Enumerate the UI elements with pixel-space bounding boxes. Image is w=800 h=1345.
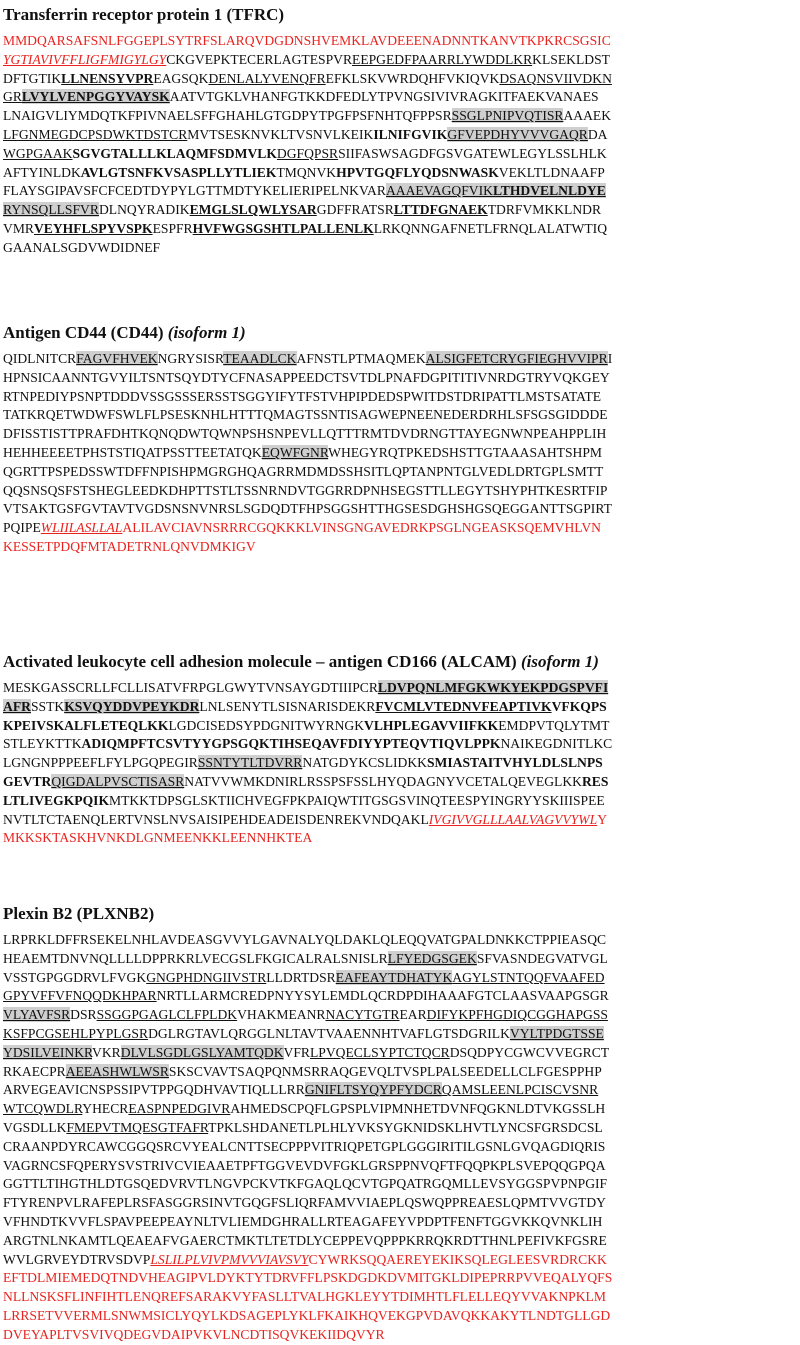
sequence-segment: LRPRKLDFFRSEKELNHLAVDEASGVVYLGAVNALYQLDAKLQLEQQVATGPALDNKKCTPPIEASQC <box>3 932 607 947</box>
sequence-segment: QGRTTPSPEDSSWTDFFNPISHPMGRGHQAGRRMDMDSSHSITLQPTANPNTGLVEDLDRTGPLSMTT <box>3 463 604 479</box>
sequence-segment: ESPFR <box>152 220 193 236</box>
protein-name: Antigen CD44 (CD44) <box>3 323 164 342</box>
sequence-segment: AAAEK <box>563 108 612 124</box>
sequence-segment: SIIFASWSAGDFGSVGATEWLEGYLSSLHLK <box>338 145 607 161</box>
transmembrane-segment: IVGIVVGLLLAALVAGVVYWL <box>428 811 598 827</box>
peptide-underlined: WTCQWDLR <box>3 1101 83 1117</box>
peptide-bold: RES <box>581 773 609 789</box>
peptide-underlined: FMEPVTMQESGTFAFR <box>66 1119 209 1135</box>
sequence-segment: MTKKTDPSGLSKTIICHVEGFPKPAIQWTITGSGSVINQTEESPYINGRYYSKIIISPEE <box>109 792 605 808</box>
sequence-segment: DFTGTIK <box>3 70 62 86</box>
sequence-segment: ARVEGEAVICNSPSSIPVTPPGQDHVAVTIQLLLRR <box>3 1082 305 1098</box>
peptide-bold: LLNENSYVPR <box>61 70 154 86</box>
sequence-segment: DGLRGTAVLQRGGLNLTAVTVAAENNHTVAFLGTSDGRILK <box>148 1025 510 1041</box>
peptide-bold: EMGLSLQWLYSAR <box>189 202 317 218</box>
sequence-line <box>3 482 799 501</box>
intracellular-segment: CYWRKSQQAEREYEKIKSQLEGLEESVRDRCKK <box>308 1251 607 1267</box>
peptide-highlighted: LDVPQNLMFGKWKYEKPDGSPVFI <box>377 680 609 695</box>
sequence-line <box>3 735 799 754</box>
sequence-segment: VEKLTLDNAAFP <box>498 164 605 180</box>
sequence-line <box>3 1194 799 1213</box>
peptide-underlined: AGYLSTNTQQFVAAFED <box>452 969 605 985</box>
sequence-line <box>3 811 799 830</box>
sequence-line <box>3 1138 799 1157</box>
peptide-bold: LTLIVEGKPQIK <box>3 792 110 808</box>
sequence-segment: STLEYKTTK <box>3 736 82 752</box>
sequence-line <box>3 717 799 736</box>
peptide-underlined: WGPGAAK <box>3 145 73 161</box>
intracellular-segment: Y <box>597 811 608 827</box>
sequence-segment: CT <box>591 1044 610 1060</box>
peptide-highlighted: EAFEAYTDHATYK <box>335 969 453 985</box>
sequence-segment: NATGDYKCSLIDKK <box>302 755 427 771</box>
peptide-highlighted: EQWFGNR <box>261 444 329 460</box>
peptide-highlighted: TEAADLCK <box>223 351 297 366</box>
peptide-bold: VLHPLEGAVVIIFKK <box>364 717 499 733</box>
intracellular-segment: KESSETPDQFMTADETRNLQNVDMKIGV <box>3 538 256 554</box>
peptide-highlighted: YDSILVEINKR <box>3 1044 93 1060</box>
sequence-line <box>3 350 799 369</box>
protein-title <box>3 4 799 26</box>
sequence-segment: HEHHEEEETPHSTSTIQATPSSTTEETATQK <box>3 444 262 460</box>
sequence-segment: VFR <box>283 1044 310 1060</box>
sequence-line <box>3 1307 799 1326</box>
sequence-segment: VFHNDTKVVFLSPAVPEEPEAYNLTVLIEMDGHRALLRTEAGAFEYVPDPTFENFTGGVKKQVNKLIH <box>3 1213 603 1229</box>
sequence-line <box>3 1213 799 1232</box>
sequence-line <box>3 1063 799 1082</box>
protein-name: Plexin B2 (PLXNB2) <box>3 904 155 923</box>
sequence-line <box>3 32 799 51</box>
sequence-line <box>3 538 799 557</box>
sequence-line <box>3 1100 799 1119</box>
isoform-label: (isoform 1) <box>520 652 599 671</box>
sequence-line <box>3 1232 799 1251</box>
sequence-segment: I <box>607 351 613 366</box>
sequence-segment: CKGVEPKTECERLAGTESPVR <box>166 51 353 67</box>
sequence-line <box>3 950 799 969</box>
sequence-line <box>3 829 799 848</box>
sequence-line <box>3 519 799 538</box>
sequence-line <box>3 1081 799 1100</box>
sequence-segment: VSSTGPGGDRVLFVGK <box>3 969 147 985</box>
isoform-label: (isoform 1) <box>167 323 246 342</box>
sequence-block <box>3 350 799 557</box>
peptide-underlined: DSAQNSVIIVDKN <box>499 70 612 86</box>
sequence-segment: ARGTNLNKAMTLQEAEAFVGAERCTMKTLTETDLYCEPPEVQPPPKRRQKRDTTHNLPEFIVKFGSRE <box>3 1232 607 1248</box>
sequence-segment: DLNQYRADIK <box>98 202 190 218</box>
peptide-bold: KPEIVSKALFLETEQLKK <box>3 717 169 733</box>
sequence-line <box>3 698 799 717</box>
peptide-underlined: SSGGPGAGLCLFPLDK <box>96 1007 238 1023</box>
sequence-line <box>3 1119 799 1138</box>
intracellular-segment: LRRSETVVERMLSNWMSICLYQYLKDSAGEPLYKLFKAIKHQVEKGPVDAVQKKAKYTLNDTGLLGD <box>3 1307 611 1323</box>
sequence-segment: NGRYSISR <box>157 351 224 366</box>
sequence-line <box>3 88 799 107</box>
sequence-segment: MVTSESKNVKLTVSNVLKEIK <box>187 126 374 142</box>
protein-section <box>0 647 799 848</box>
peptide-highlighted: GNIFLTSYQYPFYDCR <box>304 1082 442 1098</box>
sequence-segment: NVTLTCTAENQLERTVNSLNVSAISIPEHDEADEISDENREKVNDQAKL <box>3 811 429 827</box>
peptide-underlined: GR <box>3 89 22 105</box>
peptide-bold: VFKQPS <box>551 698 607 714</box>
sequence-line <box>3 754 799 773</box>
peptide-highlighted: LFYEDGSGEK <box>387 950 477 966</box>
sequence-line <box>3 51 799 70</box>
peptide-underlined: GPYVFFVFNQQDKHPAR <box>3 988 157 1004</box>
peptide-highlighted: ALSIGFETCRYGFIEGHVVIPR <box>425 351 608 366</box>
intracellular-segment: MMDQARSAFSNLFGGEPLSYTRFSLARQVDGDNSHVEMKLAVDEEENADNNTKANVTKPKRCSGSIC <box>3 33 611 48</box>
peptide-highlighted: AEEASHWLWSR <box>65 1063 169 1079</box>
sequence-line <box>3 500 799 519</box>
intracellular-segment: DVEYAPLTVSVIVQDEGVDAIPVKVLNCDTISQVKEKIIDQVYR <box>3 1326 385 1342</box>
sequence-line <box>3 107 799 126</box>
sequence-segment: EAGSQK <box>153 70 209 86</box>
sequence-segment: GDFFRATSR <box>316 202 394 218</box>
protein-name: Activated leukocyte cell adhesion molecule – antigen CD166 (ALCAM) <box>3 652 517 671</box>
sequence-segment: YHECR <box>82 1101 129 1117</box>
sequence-segment: WHEGYRQTPKEDSHSTTGTAAASAHTSHPM <box>328 444 602 460</box>
sequence-segment: VTSAKTGSFGVTAVTVGDSNSNVNRSLSGDQDTFHPSGGSHTTHGSESDGHSHGSQEGGANTTSGPIRT <box>3 501 612 517</box>
sequence-segment: LLDRTDSR <box>266 969 336 985</box>
transmembrane-segment: WLIILASLLAL <box>40 520 123 536</box>
sequence-segment: EFKLSKVWRDQHFVKIQVK <box>325 70 500 86</box>
peptide-underlined: LPVQECLSYPTCTQCR <box>309 1044 450 1060</box>
intracellular-segment: ALILAVCIAVNSRRRCGQKKKLVINSGNGAVEDRKPSGLNGEASKSQEMVHLVN <box>122 520 601 536</box>
peptide-bold: VEYHFLSPYVSPK <box>33 220 153 236</box>
sequence-segment: AATVTGKLVHANFGTKKDFEDLYTPVNGSIVIVRAGKITFAEKVANAES <box>169 89 599 105</box>
sequence-segment: NATVVWMKDNIRLRSSPSFSSLHYQDAGNYVCETALQEVEGLKK <box>184 773 582 789</box>
sequence-segment: VMR <box>3 220 34 236</box>
peptide-underlined: GNGPHDNGIIVSTR <box>146 969 267 985</box>
sequence-segment: LRKQNNGAFNETLFRNQLALATWTIQ <box>373 220 608 236</box>
peptide-highlighted: AFR <box>3 698 31 714</box>
peptide-bold: LTTDFGNAEK <box>393 202 488 218</box>
sequence-line <box>3 425 799 444</box>
peptide-bold: AVLGTSNFKVSASPLLYTLIEK <box>80 164 277 180</box>
peptide-underlined: KSFPCGSEHLPYPLGSR <box>3 1025 149 1041</box>
sequence-segment: DA <box>587 126 608 142</box>
sequence-line <box>3 1251 799 1270</box>
peptide-bold: GEVTR <box>3 773 52 789</box>
sequence-block <box>3 931 799 1345</box>
peptide-highlighted: SSGLPNIPVQTISR <box>451 108 564 124</box>
sequence-line <box>3 239 799 258</box>
peptide-highlighted: RYNSQLLSFVR <box>3 202 99 218</box>
peptide-highlighted: VLYAVFSR <box>3 1007 71 1023</box>
peptide-highlighted: AAAEVAGQFVIK <box>385 183 493 199</box>
sequence-line <box>3 145 799 164</box>
sequence-segment: WVLGRVEYDTRVSDVP <box>3 1251 151 1267</box>
sequence-line <box>3 444 799 463</box>
sequence-segment: SFVASNDEGVATVGL <box>476 950 608 966</box>
sequence-segment: TPKLSHDANETLPLHLYVKSYGKNIDSKLHVTLYNCSFGRSDCSL <box>208 1119 603 1135</box>
peptide-highlighted: KSVQYDDVPEYKDR <box>64 698 200 714</box>
peptide-highlighted: DLVLSGDLGSLYAMTQDK <box>120 1044 284 1060</box>
sequence-segment: CRAANPDYRCAWCGGQSRCVYEALCNTTSECPPPVITRIQPETGPLGGGIRITILGSNLGVQAGDIQRIS <box>3 1138 606 1154</box>
sequence-line <box>3 792 799 811</box>
sequence-block <box>3 32 799 258</box>
sequence-segment: SKSCVAVTSAQPQNMSRRAQGEVQLTVSPLPALSEEDELLCLFGESPPHP <box>168 1063 602 1079</box>
sequence-segment: TATKRQETWDWFSWLFLPSESKNHLHTTTQMAGTSSNTISAGWEPNEENEDERDRHLSFSGSGIDDDE <box>3 407 608 423</box>
sequence-segment: NRTLLARMCREDPNYYSYLEMDLQCRDPDIHAAAFGTCLAASVAAPGSGR <box>156 988 609 1004</box>
sequence-segment: RTNPEDIYPSNPTDDDVSSGSSSERSSTSGGYIFYTFSTVHPIPDEDSPWITDSTDRIPATTLMSTSATATE <box>3 388 602 404</box>
sequence-segment: DFISSTISTTPRAFDHTKQNQDWTQWNPSHSNPEVLLQTTTRMTDVDRNGTTAYEGNWNPEAHPPLIH <box>3 426 607 442</box>
sequence-line <box>3 1006 799 1025</box>
sequence-line <box>3 931 799 950</box>
peptide-highlighted: VYLTPDGTSSE <box>509 1025 604 1041</box>
sequence-line <box>3 1157 799 1176</box>
peptide-bold: FVCMLVTEDNVFEAPTIVK <box>375 698 552 714</box>
sequence-line <box>3 164 799 183</box>
sequence-segment: FLAYSGIPAVSFCFCEDTDYPYLGTTMDTYKELIERIPELNKVAR <box>3 183 386 199</box>
peptide-underlined: DENLALYVENQFR <box>208 70 326 86</box>
peptide-highlighted: LTHDVELNLDYE <box>492 183 606 199</box>
peptide-underlined: DIFYKPFHGDIQCGGHAPGSS <box>426 1007 608 1023</box>
sequence-block <box>3 679 799 848</box>
sequence-segment: LGNGNPPPEEFLFYLPGQPEGIR <box>3 755 198 771</box>
peptide-underlined: EEPGEDFPAARRLYWDDLKR <box>352 51 533 67</box>
sequence-segment: LNAIGVLIYMDQTKFPIVNAELSFFGHAHLGTGDPYTPGFPSFNHTQFPPSR <box>3 108 452 124</box>
sequence-segment: TDRFVMKKLNDR <box>487 202 602 218</box>
protein-title <box>3 651 799 673</box>
sequence-line <box>3 463 799 482</box>
intracellular-segment: MKKSKTASKHVNKDLGNMEENKKLEENNHKTEA <box>3 830 313 846</box>
peptide-bold: SMIASTAITVHYLDLSLNPS <box>426 755 603 771</box>
sequence-line <box>3 1326 799 1345</box>
sequence-segment: AFTYINLDK <box>3 164 81 180</box>
sequence-line <box>3 773 799 792</box>
sequence-segment: FTYRENPVLRAFEPLRSFASGGRSINVTGQGFSLIQRFAMVVIAEPLQSWQPPREAESLQPMTVVGTDY <box>3 1195 606 1211</box>
sequence-segment: NAIKEGDNITLKC <box>500 736 613 752</box>
intracellular-segment: NLLNSKSFLINFIHTLENQREFSARAKVYFASLLTVALHGKLEYYTDIMHTLFLELLEQYVVAKNPKLM <box>3 1289 606 1305</box>
sequence-segment: TMQNVK <box>276 164 337 180</box>
sequence-line <box>3 1025 799 1044</box>
protein-title <box>3 322 799 344</box>
sequence-segment: LGDCISEDSYPDGNITWYRNGK <box>168 717 365 733</box>
sequence-segment: VHAKMEANR <box>237 1007 326 1023</box>
sequence-line <box>3 969 799 988</box>
sequence-line <box>3 70 799 89</box>
sequence-line <box>3 987 799 1006</box>
sequence-segment: HPNSICAANNTGVYILTSNTSQYDTYCFNASAPPEEDCTSVTDLPNAFDGPITITIVNRDGTRYVQKGEY <box>3 369 610 385</box>
sequence-segment: VAGRNCSFQPERYSVSTRIVCVIEAAETPFTGGVEVDVFGKLGRSPPNVQFTFQQPKPLSVEPQQGPQA <box>3 1157 606 1173</box>
sequence-line <box>3 369 799 388</box>
sequence-line <box>3 182 799 201</box>
sequence-segment: RKAECPR <box>3 1063 66 1079</box>
sequence-segment: GGTTLTIHGTHLDTGSQEDVRVTLNGVPCKVTKFGAQLQCVTGPQATRGQMLLEVSYGGSPVPNPGIF <box>3 1176 608 1192</box>
sequence-segment: LNLSENYTLSISNARISDEKR <box>199 698 376 714</box>
sequence-line <box>3 1269 799 1288</box>
sequence-segment: MESKGASSCRLLFCLLISATVFRPGLGWYTVNSAYGDTIIIPCR <box>3 680 378 695</box>
transmembrane-segment: LSLILPLVIVPMVVVIAVSVY <box>150 1251 309 1267</box>
peptide-highlighted: SSNTYTLTDVRR <box>197 755 303 771</box>
protein-name: Transferrin receptor protein 1 (TFRC) <box>3 5 285 24</box>
intracellular-segment: EFTDLMIEMEDQTNDVHEAGIPVLDYKTYTDRVFFLPSKDGDKDVMITGKLDIPEPRRPVVEQALYQFS <box>3 1270 613 1286</box>
peptide-underlined: QAMSLEENLPCISCVSNR <box>441 1082 599 1098</box>
sequence-segment: AFNSTLPTMAQMEK <box>296 351 426 366</box>
peptide-bold: SGVGTALLLKLAQMFSDMVLK <box>72 145 277 161</box>
protein-section <box>0 899 799 1345</box>
sequence-segment: PQIPE <box>3 520 41 536</box>
sequence-line <box>3 388 799 407</box>
peptide-highlighted: GFVEPDHYVVVGAQR <box>447 126 588 142</box>
transmembrane-segment: YGTIAVIVFFLIGFMIGYLGY <box>3 51 167 67</box>
sequence-line <box>3 679 799 698</box>
sequence-line <box>3 201 799 220</box>
sequence-segment: SSTK <box>30 698 65 714</box>
protein-title <box>3 903 799 925</box>
sequence-line <box>3 1044 799 1063</box>
peptide-underlined: EASPNPEDGIVR <box>128 1101 231 1117</box>
sequence-segment: EMDPVTQLYTMT <box>498 717 610 733</box>
sequence-segment: EAR <box>399 1007 427 1023</box>
sequence-segment: KLSEKLDST <box>532 51 610 67</box>
peptide-underlined: LFGNMEGDCPSDWKTDSTCR <box>3 126 188 142</box>
peptide-highlighted: FAGVFHVEK <box>76 351 158 366</box>
peptide-bold: ADIQMPFTCSVTYYGPSGQKTIHSEQAVFDIYYPTEQVTIQVLPPK <box>81 736 501 752</box>
peptide-underlined: NACYTGTR <box>325 1007 400 1023</box>
peptide-bold: HVFWGSGSHTLPALLENLK <box>192 220 374 236</box>
sequence-segment: VGSDLLK <box>3 1119 67 1135</box>
sequence-line <box>3 220 799 239</box>
sequence-segment: HEAEMTDNVNQLLLLDPPRKRLVECGSLFKGICALRALSNISLR <box>3 950 388 966</box>
peptide-bold: HPVTGQFLYQDSNWASK <box>336 164 499 180</box>
sequence-line <box>3 126 799 145</box>
peptide-bold: ILNIFGVIK <box>373 126 448 142</box>
sequence-line <box>3 1175 799 1194</box>
sequence-segment: QQSNSQSFSTSHEGLEEDKDHPTTSTLTSSNRNDVTGGRRDPNHSEGSTTLLEGYTSHYPHTKESRTFIP <box>3 482 608 498</box>
sequence-segment: DSR <box>70 1007 97 1023</box>
sequence-line <box>3 1288 799 1307</box>
peptide-underlined: DGFQPSR <box>276 145 339 161</box>
sequence-segment: QIDLNITCR <box>3 351 77 366</box>
sequence-line <box>3 406 799 425</box>
peptide-highlighted: QIGDALPVSCTISASR <box>51 773 185 789</box>
protein-section <box>0 318 799 557</box>
protein-section <box>0 0 799 258</box>
sequence-segment: GAANALSGDVWDIDNEF <box>3 239 161 255</box>
sequence-segment: VKR <box>92 1044 121 1060</box>
sequence-segment: AHMEDSCPQFLGPSPLVIPMNHETDVNFQGKNLDTVKGSSLH <box>230 1101 606 1117</box>
sequence-segment: DSQDPYCGWCVVEGR <box>449 1044 592 1060</box>
peptide-highlighted: LVYLVENPGGYVAYSK <box>21 89 170 105</box>
